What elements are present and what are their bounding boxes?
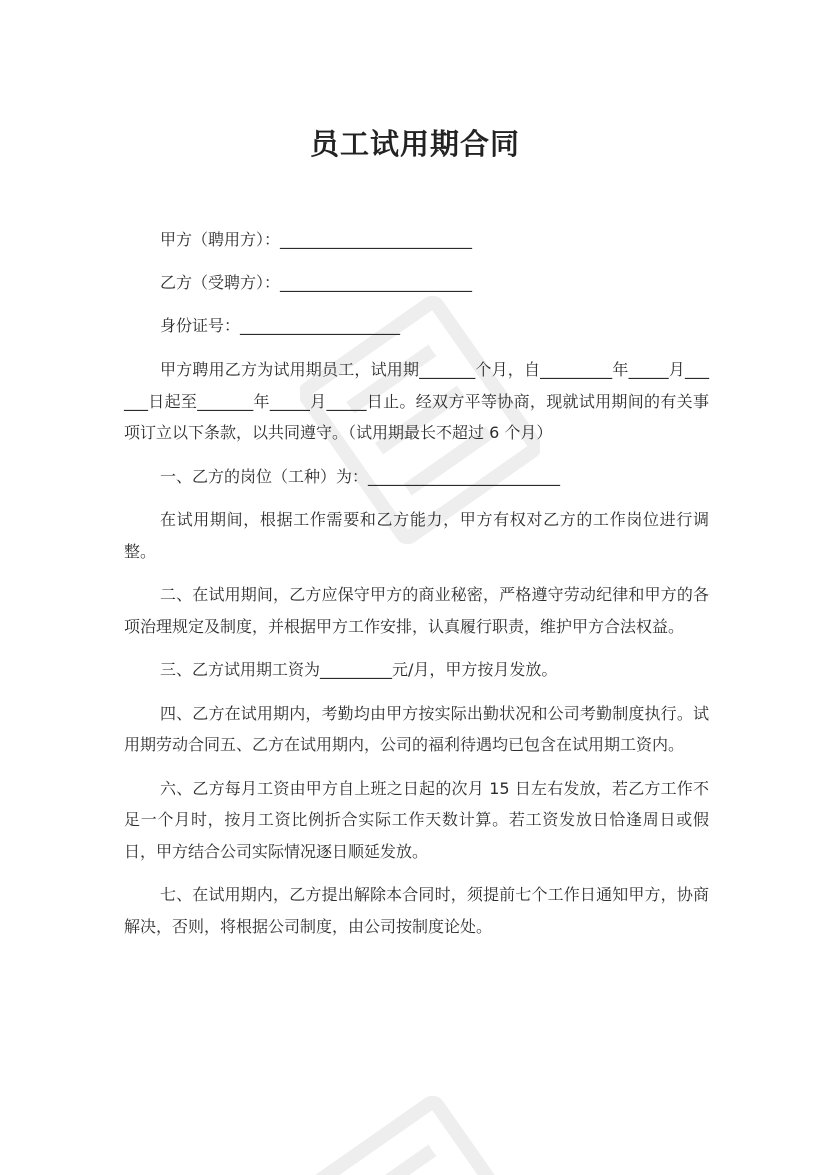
intro-paragraph: 甲方聘用乙方为试用期员工，试用期_______个月，自_________年_____月______日起至_______年_____月_____日止。经双方平等协商，现就试用期间的有关事项订立以下条款，以共同遵守。（试用期最长不超过 6 个月） [124, 360, 709, 442]
party-b-line: 乙方（受聘方）：________________________ [160, 273, 473, 292]
watermark-logo-icon [300, 1070, 540, 1175]
clause-2-confidentiality: 二、在试用期间，乙方应保守甲方的商业秘密，严格遵守劳动纪律和甲方的各项治理规定及制度，并根据甲方工作安排，认真履行职责，维护甲方合法权益。 [124, 585, 709, 636]
clause-1-detail: 在试用期间，根据工作需要和乙方能力，甲方有权对乙方的工作岗位进行调整。 [124, 510, 709, 561]
clause-3-salary: 三、乙方试用期工资为_________元/月，甲方按月发放。 [160, 660, 558, 679]
clause-1-position: 一、乙方的岗位（工种）为：________________________ [160, 466, 561, 486]
clause-6-payment: 六、乙方每月工资由甲方自上班之日起的次月 15 日左右发放，若乙方工作不足一个月时，按月工资比例折合实际工作天数计算。若工资发放日恰逢周日或假日，甲方结合公司实际情况逐日顺延发放。 [124, 778, 709, 861]
clause-4-attendance: 四、乙方在试用期内，考勤均由甲方按实际出勤状况和公司考勤制度执行。试用期劳动合同五、乙方在试用期内，公司的福利待遇均已包含在试用期工资内。 [124, 703, 709, 754]
id-number-line: 身份证号：____________________ [160, 316, 401, 335]
clause-7-termination: 七、在试用期内，乙方提出解除本合同时，须提前七个工作日通知甲方，协商解决，否则，将根据公司制度，由公司按制度论处。 [124, 885, 709, 936]
contract-body [124, 225, 709, 954]
page-title: 员工试用期合同 [309, 127, 520, 161]
party-a-line: 甲方（聘用方）：________________________ [160, 230, 473, 249]
